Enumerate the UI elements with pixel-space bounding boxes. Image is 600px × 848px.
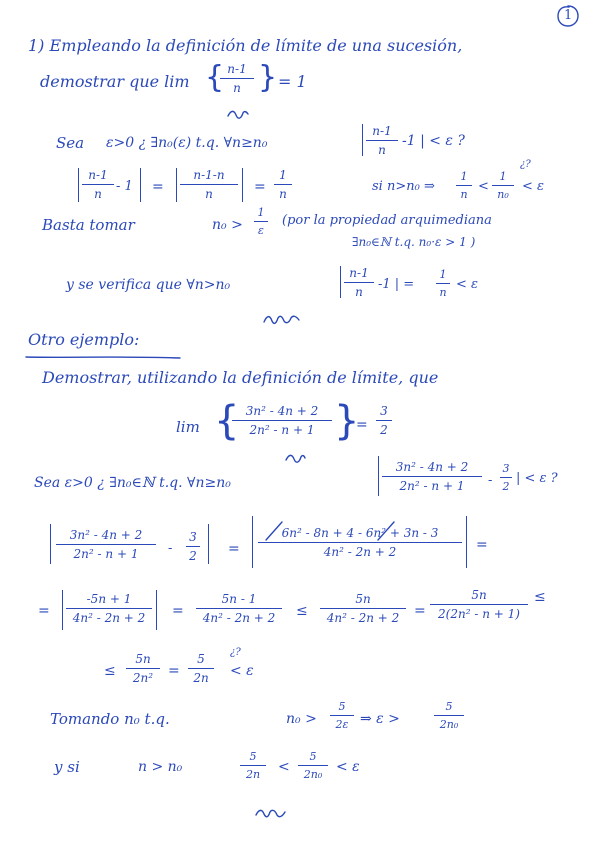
- ex2-lim-fraction: [232, 404, 332, 437]
- fraction-bar: [240, 765, 266, 766]
- page-number: 1: [564, 8, 573, 23]
- tomando-fraction-2: [434, 700, 464, 731]
- step1-eq: =: [228, 541, 240, 557]
- fraction-denominator: 4n² - 2n + 2: [72, 611, 146, 625]
- step2-a-fraction: [66, 592, 152, 625]
- fraction-denominator: n: [378, 143, 386, 157]
- fraction-numerator: 5n: [355, 592, 371, 606]
- tomando-implication: ⇒ ε >: [360, 711, 400, 727]
- fraction-bar: [188, 668, 214, 669]
- ex1-sea-label: Sea: [56, 134, 85, 152]
- ysi-text: y si: [54, 758, 80, 776]
- fraction-numerator: n-1-n: [193, 168, 225, 182]
- tomando-n0: n₀ >: [286, 711, 317, 727]
- fraction-bar: [330, 715, 354, 716]
- si-fraction-2: [492, 170, 514, 201]
- fraction-denominator: 2n²: [132, 671, 154, 685]
- fraction-bar: [258, 542, 462, 543]
- ex1-abs-fraction: [366, 124, 398, 157]
- fraction-bar: [254, 221, 268, 222]
- fraction-bar: [366, 140, 398, 141]
- verify-text: y se verifica que ∀n>n₀: [66, 277, 231, 293]
- title-underline: [24, 354, 184, 362]
- step2-le2: ≤: [534, 589, 546, 605]
- fraction-denominator: n: [355, 285, 363, 299]
- brace-open: {: [214, 398, 240, 444]
- tomando-fraction-1: [330, 700, 354, 731]
- fraction-numerator: n-1: [227, 62, 247, 76]
- fraction-numerator: 5n: [471, 588, 487, 602]
- fraction-bar: [196, 608, 282, 609]
- step3-end: < ε: [230, 663, 254, 679]
- fraction-denominator: 2ε: [335, 718, 349, 731]
- step1-rhs-fraction: [258, 526, 462, 559]
- abs-left-bar: [50, 524, 51, 564]
- fraction-denominator: 4n² - 2n + 2: [202, 611, 276, 625]
- abs-right-bar: [156, 590, 157, 630]
- calc-rhs-fraction: [274, 168, 292, 201]
- ex2-sea-minus: -: [488, 473, 493, 488]
- abs-right-bar: [242, 168, 243, 202]
- brace-close: }: [258, 60, 278, 95]
- fraction-denominator: 2: [380, 423, 388, 437]
- ex2-sea-fraction: [382, 460, 482, 493]
- fraction-bar: [298, 765, 328, 766]
- n-to-infinity-tilde: [284, 452, 306, 464]
- tomando-text: Tomando n₀ t.q.: [50, 710, 170, 728]
- ex1-equals-one: = 1: [278, 72, 307, 91]
- verify-tail: -1 | =: [378, 277, 415, 292]
- fraction-bar: [492, 185, 514, 186]
- fraction-denominator: n: [233, 81, 241, 95]
- fraction-numerator: 1: [499, 170, 507, 183]
- fraction-denominator: 2n² - n + 1: [399, 479, 465, 493]
- ex1-heading-line2: demostrar que lim: [40, 72, 190, 91]
- verify-fraction: [344, 266, 374, 299]
- fraction-numerator: 5: [249, 750, 257, 763]
- ysi-fraction-1: [240, 750, 266, 781]
- fraction-bar: [56, 544, 156, 545]
- abs-left-bar: [176, 168, 177, 202]
- fraction-numerator: 3n² - 4n + 2: [395, 460, 469, 474]
- ysi-lt: <: [278, 759, 290, 775]
- brace-close: }: [334, 398, 360, 444]
- fraction-numerator: 1: [257, 206, 265, 219]
- fraction-numerator: 3: [502, 462, 510, 475]
- step2-le: ≤: [296, 603, 308, 619]
- fraction-bar: [82, 184, 114, 185]
- ex2-sea-small-fraction: [500, 462, 512, 493]
- fraction-denominator: ε: [258, 224, 264, 237]
- step3-a-fraction: [126, 652, 160, 685]
- fraction-bar: [500, 477, 512, 478]
- abs-left-bar: [62, 590, 63, 630]
- verify-result-fraction: [436, 268, 450, 299]
- abs-right-bar: [140, 168, 141, 202]
- step1-small-fraction: [186, 530, 200, 563]
- fraction-numerator: 5: [445, 700, 453, 713]
- si-tail: < ε: [522, 179, 545, 194]
- ex2-sea-text: Sea ε>0 ¿ ∃n₀∈ℕ t.q. ∀n≥n₀: [34, 475, 231, 491]
- ex1-sea-condition: ε>0 ¿ ∃n₀(ε) t.q. ∀n≥n₀: [106, 135, 268, 151]
- abs-left-bar: [362, 124, 363, 156]
- cancel-stroke: [262, 520, 286, 542]
- step2-d-fraction: [430, 588, 528, 621]
- fraction-numerator: 3: [189, 530, 197, 544]
- si-question: ¿?: [520, 159, 531, 170]
- step2-c-fraction: [320, 592, 406, 625]
- fraction-denominator: 2: [189, 549, 197, 563]
- fraction-numerator: 3: [380, 404, 388, 418]
- step1-fraction: [56, 528, 156, 561]
- ex1-sequence-fraction: [220, 62, 254, 95]
- ex2-lim-label: lim: [176, 418, 200, 436]
- step1-minus: -: [168, 541, 173, 556]
- fraction-numerator: 5n - 1: [221, 592, 257, 606]
- brace-open: {: [205, 60, 225, 95]
- basta-paren-line2: ∃n₀∈ℕ t.q. n₀·ε > 1 ): [352, 235, 476, 249]
- end-squiggle: [254, 806, 288, 820]
- si-fraction-1: [456, 170, 472, 201]
- fraction-numerator: n-1: [88, 168, 108, 182]
- fraction-denominator: 2n² - n + 1: [249, 423, 315, 437]
- calc-mid-fraction: [180, 168, 238, 201]
- fraction-denominator: n: [439, 286, 447, 299]
- basta-text: Basta tomar: [42, 216, 135, 234]
- abs-right-bar: [466, 516, 467, 568]
- fraction-numerator: 5: [309, 750, 317, 763]
- n-to-infinity-tilde: [226, 108, 250, 120]
- fraction-bar: [232, 420, 332, 421]
- fraction-numerator: -5n + 1: [86, 592, 132, 606]
- calc-eq: =: [152, 179, 164, 195]
- step2-eq1: =: [172, 603, 184, 619]
- abs-left-bar: [78, 168, 79, 202]
- step3-eq: =: [168, 663, 180, 679]
- fraction-numerator: 1: [460, 170, 468, 183]
- fraction-denominator: n₀: [497, 188, 509, 201]
- fraction-bar: [434, 715, 464, 716]
- fraction-denominator: 2n₀: [439, 718, 459, 731]
- cancel-stroke: [374, 520, 398, 542]
- step2-b-fraction: [196, 592, 282, 625]
- fraction-bar: [382, 476, 482, 477]
- fraction-denominator: n: [205, 187, 213, 201]
- step2-eq2: =: [414, 603, 426, 619]
- fraction-bar: [186, 546, 200, 547]
- ysi-end: < ε: [336, 759, 360, 775]
- calc-eq2: =: [254, 179, 266, 195]
- fraction-numerator: n-1: [372, 124, 392, 138]
- fraction-denominator: 4n² - 2n + 2: [326, 611, 400, 625]
- fraction-numerator: 6n² - 8n + 4 - 6n² + 3n - 3: [281, 526, 439, 540]
- fraction-denominator: 2: [502, 480, 510, 493]
- fraction-denominator: 2n: [193, 671, 209, 685]
- fraction-denominator: 4n² - 2n + 2: [323, 545, 397, 559]
- ysi-condition: n > n₀: [138, 759, 183, 775]
- fraction-bar: [344, 282, 374, 283]
- si-lt: <: [478, 179, 489, 194]
- fraction-numerator: 3n² - 4n + 2: [245, 404, 319, 418]
- verify-end: < ε: [456, 277, 479, 292]
- fraction-numerator: 1: [439, 268, 447, 281]
- fraction-bar: [320, 608, 406, 609]
- fraction-denominator: 2n₀: [303, 768, 323, 781]
- fraction-numerator: 5: [338, 700, 346, 713]
- abs-right-bar: [208, 524, 209, 564]
- fraction-bar: [376, 420, 392, 421]
- fraction-bar: [66, 608, 152, 609]
- fraction-numerator: 5n: [135, 652, 151, 666]
- fraction-denominator: n: [279, 187, 287, 201]
- ex2-title: Otro ejemplo:: [28, 330, 140, 349]
- step3-question: ¿?: [230, 647, 241, 658]
- abs-left-bar: [252, 516, 253, 568]
- fraction-denominator: n: [94, 187, 102, 201]
- fraction-numerator: n-1: [349, 266, 369, 280]
- abs-left-bar: [340, 266, 341, 298]
- fraction-bar: [220, 78, 254, 79]
- fraction-numerator: 3n² - 4n + 2: [69, 528, 143, 542]
- fraction-bar: [430, 604, 528, 605]
- fraction-bar: [456, 185, 472, 186]
- step3-le: ≤: [104, 663, 116, 679]
- ex2-lim-result: [376, 404, 392, 437]
- ex2-sea-end: | < ε ?: [516, 471, 558, 486]
- calc-lhs-fraction: [82, 168, 114, 201]
- fraction-numerator: 1: [279, 168, 287, 182]
- fraction-bar: [274, 184, 292, 185]
- fraction-denominator: 2(2n² - n + 1): [438, 607, 520, 621]
- basta-fraction: [254, 206, 268, 237]
- basta-n0: n₀ >: [212, 217, 243, 233]
- basta-paren-line1: (por la propiedad arquimediana: [282, 213, 492, 228]
- calc-lhs-tail: - 1: [116, 179, 133, 194]
- step3-b-fraction: [188, 652, 214, 685]
- si-text: si n>n₀ ⇒: [372, 179, 435, 194]
- ex2-statement: Demostrar, utilizando la definición de límite, que: [42, 368, 439, 387]
- fraction-bar: [436, 283, 450, 284]
- abs-left-bar: [378, 456, 379, 496]
- step2-eq0: =: [38, 603, 50, 619]
- ex2-lim-eq: =: [356, 417, 368, 433]
- step1-end: =: [476, 537, 488, 553]
- ex1-abs-tail: -1 | < ε ?: [402, 133, 465, 149]
- fraction-numerator: 5: [197, 652, 205, 666]
- fraction-denominator: 2n² - n + 1: [73, 547, 139, 561]
- end-squiggle: [262, 312, 302, 326]
- ysi-fraction-2: [298, 750, 328, 781]
- fraction-bar: [180, 184, 238, 185]
- fraction-bar: [126, 668, 160, 669]
- fraction-denominator: 2n: [245, 768, 261, 781]
- fraction-denominator: n: [460, 188, 468, 201]
- ex1-heading-line1: 1) Empleando la definición de límite de una sucesión,: [28, 36, 463, 55]
